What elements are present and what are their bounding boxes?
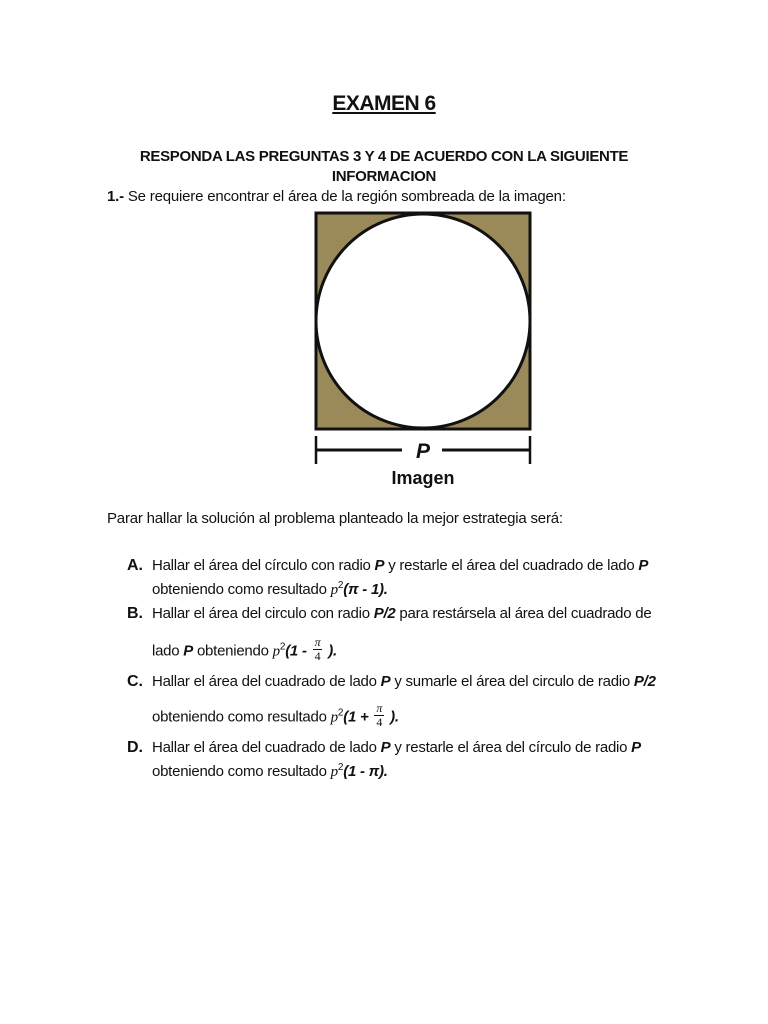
option-c-base: p (330, 709, 338, 726)
figure-caption: Imagen (391, 468, 455, 488)
option-c-result-open: (1 + (343, 708, 373, 726)
option-c-fraction-numerator: π (376, 701, 383, 715)
option-a-var: P (374, 557, 385, 574)
option-c-fraction (374, 702, 384, 729)
option-d-var: P (631, 739, 641, 756)
option-b-result-close: ). (324, 642, 337, 660)
instruction-heading-line2: INFORMACION (331, 168, 437, 185)
option-b-result-open: (1 - (285, 642, 311, 660)
option-b-line1 (152, 605, 651, 622)
option-d-line2 (152, 762, 388, 781)
option-c-result-close: ). (386, 708, 399, 726)
option-d-text: Hallar el área del cuadrado de lado (152, 739, 381, 756)
option-a-text: y restarle el área del cuadrado de lado (384, 557, 639, 574)
option-b-line2 (152, 635, 337, 665)
option-c-text: obteniendo como resultado (152, 708, 331, 726)
strategy-prompt: Parar hallar la solución al problema planteado la mejor estrategia será: (107, 510, 563, 527)
shaded-region-figure (312, 210, 534, 468)
question-number: 1.- (107, 188, 124, 205)
option-a-text: Hallar el área del círculo con radio (152, 557, 375, 574)
option-c-line2 (152, 701, 399, 731)
option-d-result: (1 - π). (343, 763, 388, 780)
option-a-result: (π - 1). (343, 581, 388, 598)
question-statement (107, 188, 566, 205)
exam-title: EXAMEN 6 (332, 92, 436, 115)
option-b-fraction (313, 636, 323, 663)
option-d-exponent: 2 (337, 762, 344, 773)
dimension-label: P (415, 440, 431, 463)
option-c-var: P (380, 673, 391, 690)
option-c-var: P/2 (633, 673, 656, 690)
inscribed-circle (316, 214, 530, 428)
option-d-text: y restarle el área del círculo de radio (390, 739, 632, 756)
option-a-exponent: 2 (337, 580, 344, 591)
option-d-var: P (380, 739, 391, 756)
option-c-letter: C. (127, 673, 143, 690)
option-d-base: p (330, 764, 338, 780)
option-d-line1 (152, 739, 641, 756)
option-b-var: P (183, 642, 194, 660)
option-b-text: para restársela al área del cuadrado de (395, 605, 652, 622)
option-d-text: obteniendo como resultado (152, 763, 331, 780)
option-c-text: y sumarle el área del circulo de radio (390, 673, 634, 690)
option-a-letter: A. (127, 557, 143, 574)
option-c-exponent: 2 (337, 707, 344, 719)
option-b-text: Hallar el área del circulo con radio (152, 605, 374, 622)
option-a-text: obteniendo como resultado (152, 581, 331, 598)
option-a-base: p (330, 582, 338, 598)
instruction-heading-line1: RESPONDA LAS PREGUNTAS 3 Y 4 DE ACUERDO CON LA SIGUIENTE (139, 148, 629, 165)
option-a-line2 (152, 580, 388, 599)
option-b-base: p (272, 643, 280, 660)
option-c-text: Hallar el área del cuadrado de lado (152, 673, 381, 690)
option-b-fraction-denominator: 4 (314, 649, 321, 663)
option-b-fraction-numerator: π (314, 635, 321, 649)
option-b-text: obteniendo (193, 642, 273, 660)
option-c-line1 (152, 673, 656, 690)
option-b-var: P/2 (373, 605, 396, 622)
option-b-exponent: 2 (279, 641, 286, 653)
option-c-fraction-denominator: 4 (376, 715, 383, 729)
option-d-letter: D. (127, 739, 143, 756)
option-a-var: P (638, 557, 649, 574)
option-a-line1 (152, 557, 648, 574)
option-b-text: lado (152, 642, 184, 660)
option-b-letter: B. (127, 605, 143, 622)
question-text: Se requiere encontrar el área de la región sombreada de la imagen: (127, 188, 566, 205)
